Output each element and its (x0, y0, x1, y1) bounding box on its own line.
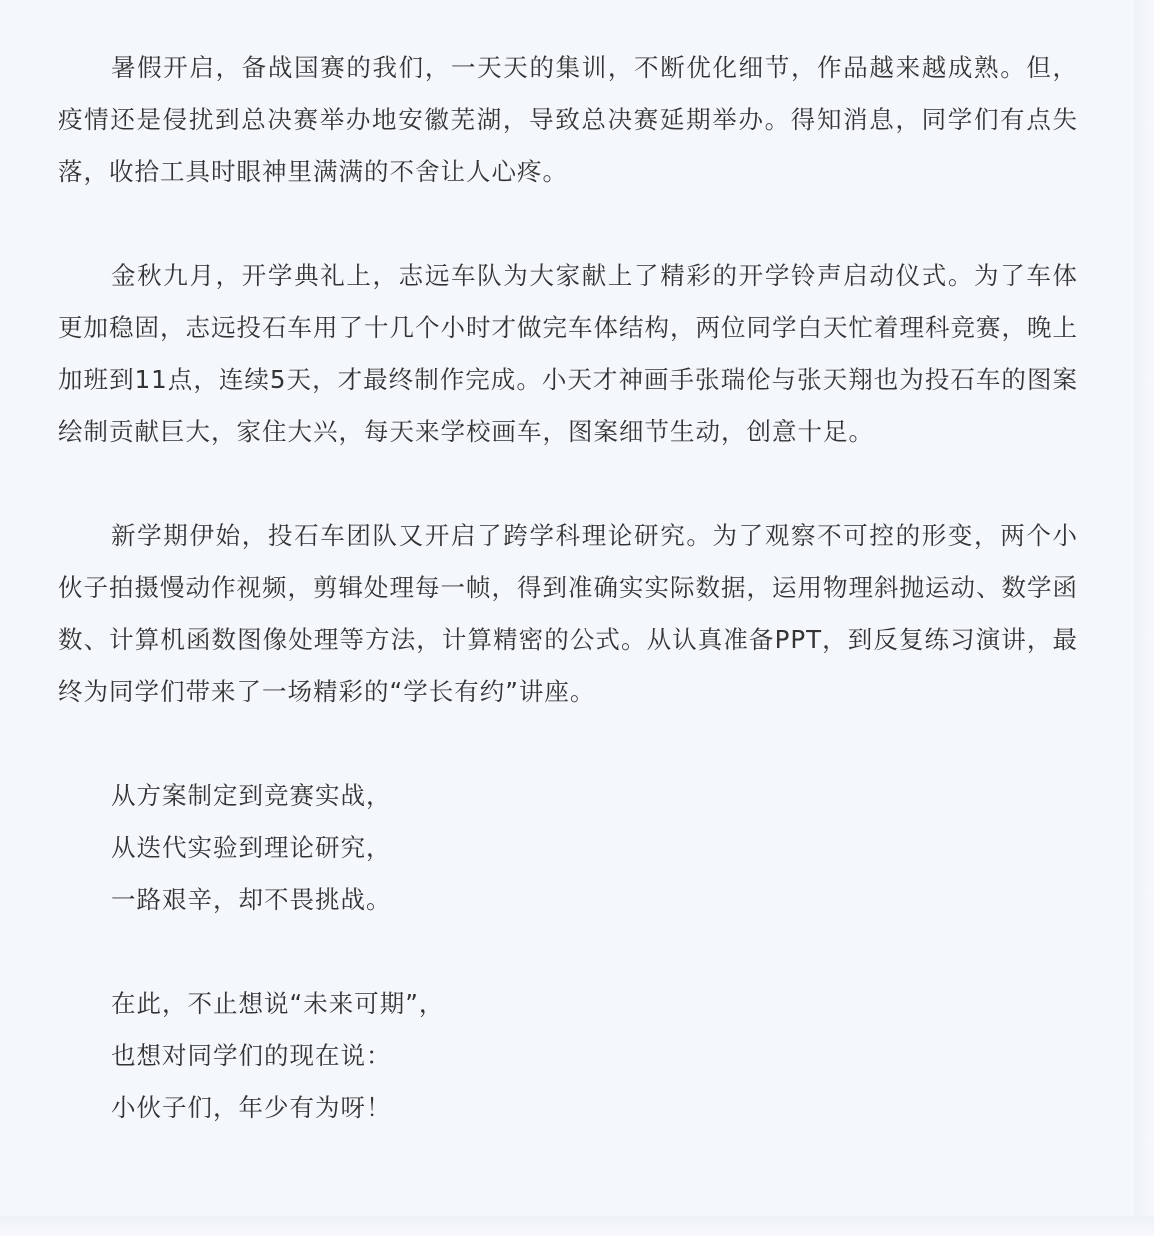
verse-block-challenge (58, 770, 1078, 926)
page-edge-bottom (0, 1216, 1154, 1236)
verse-line: 从方案制定到竞赛实战， (111, 781, 392, 810)
verse-block-closing (58, 978, 1078, 1134)
page-edge-right (1134, 0, 1154, 1236)
article-body (58, 42, 1078, 1134)
paragraph-new-semester-research: 新学期伊始，投石车团队又开启了跨学科理论研究。为了观察不可控的形变，两个小伙子拍摄慢动作视频，剪辑处理每一帧，得到准确实实际数据，运用物理斜抛运动、数学函数、计算机函数图像处理等方法，计算精密的公式。从认真准备PPT，到反复练习演讲，最终为同学们带来了一场精彩的“学长有约”讲座。 (58, 521, 1078, 706)
paragraph-autumn-ceremony: 金秋九月，开学典礼上，志远车队为大家献上了精彩的开学铃声启动仪式。为了车体更加稳固，志远投石车用了十几个小时才做完车体结构，两位同学白天忙着理科竞赛，晚上加班到11点，连续5天，才最终制作完成。小天才神画手张瑞伦与张天翔也为投石车的图案绘制贡献巨大，家住大兴，每天来学校画车，图案细节生动，创意十足。 (58, 261, 1078, 446)
verse-line: 从迭代实验到理论研究， (111, 833, 392, 862)
verse-line: 小伙子们，年少有为呀！ (111, 1093, 392, 1122)
verse-line: 也想对同学们的现在说： (111, 1041, 392, 1070)
verse-line: 一路艰辛，却不畏挑战。 (111, 885, 392, 914)
verse-line: 在此，不止想说“未来可期”， (111, 989, 445, 1018)
paragraph-summer-training: 暑假开启，备战国赛的我们，一天天的集训，不断优化细节，作品越来越成熟。但，疫情还是侵扰到总决赛举办地安徽芜湖，导致总决赛延期举办。得知消息，同学们有点失落，收拾工具时眼神里满满的不舍让人心疼。 (58, 53, 1078, 186)
